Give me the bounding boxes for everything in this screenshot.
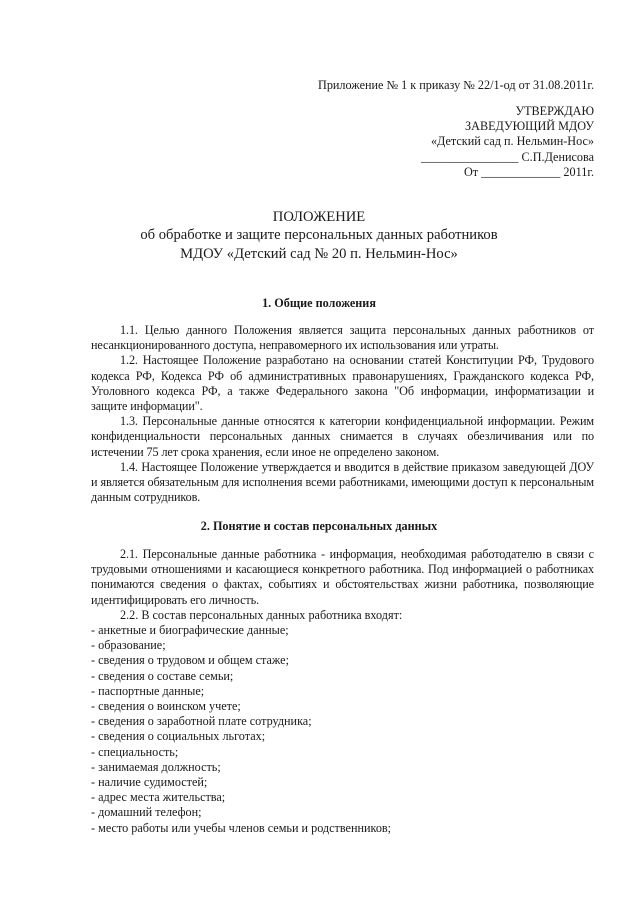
document-title [0,208,638,263]
personal-data-list [91,623,594,836]
list-item: - специальность; [91,744,179,759]
list-item: - сведения о социальных льготах; [91,729,266,744]
paragraph-1-2: 1.2. Настоящее Положение разработано на основании статей Конституции РФ, Трудового кодекса РФ, Кодекса РФ об административных правонарушениях, Гражданского кодекса РФ, Уголовного кодекса РФ, а также Федерального закона "Об информации, информатизации и защите информации". [91,353,594,414]
paragraph-1-3: 1.3. Персональные данные относятся к категории конфиденциальной информации. Режим конфиденциальности персональных данных снимается в случаях обезличивания или по истечении 75 лет срока хранения, если иное не определено законом. [91,414,594,459]
title-line-3: МДОУ «Детский сад № 20 п. Нельмин-Нос» [180,245,458,262]
list-item: - адрес места жительства; [91,790,226,805]
paragraph-2-2: 2.2. В состав персональных данных работника входят: [120,607,403,622]
list-item: - паспортные данные; [91,683,205,698]
approval-block [0,104,594,180]
list-item: - сведения о составе семьи; [91,668,234,683]
paragraph-1-1: 1.1. Целью данного Положения является защита персональных данных работников от несанкционированного доступа, неправомерного их использования или утраты. [91,323,594,353]
list-item: - сведения о заработной плате сотрудника; [91,714,312,729]
list-item: - сведения о трудовом и общем стаже; [91,653,289,668]
list-item: - анкетные и биографические данные; [91,623,289,638]
list-item: - занимаемая должность; [91,759,221,774]
paragraph-1-4: 1.4. Настоящее Положение утверждается и вводится в действие приказом заведующей ДОУ и является обязательным для исполнения всеми работниками, имеющими доступ к персональным данным сотрудников. [91,459,594,505]
title-line-1: ПОЛОЖЕНИЕ [272,209,366,225]
title-line-2: об обработке и защите персональных данных работников [140,227,498,244]
section-1-heading: 1. Общие положения [262,296,376,310]
list-item: - наличие судимостей; [91,775,208,790]
list-item: - сведения о воинском учете; [91,699,241,714]
section-2-body [91,547,594,836]
signature-line: ________________ С.П.Денисова [421,149,594,164]
section-1-body [91,323,594,505]
section-2-heading: 2. Понятие и состав персональных данных [200,519,438,533]
appendix-note: Приложение № 1 к приказу № 22/1-од от 31.08.2011г. [318,78,594,92]
list-item: - образование; [91,638,166,653]
approver-org: «Детский сад п. Нельмин-Нос» [430,134,594,149]
approver-position: ЗАВЕДУЮЩИЙ МДОУ [465,119,594,134]
approve-word: УТВЕРЖДАЮ [515,104,594,118]
paragraph-2-1: 2.1. Персональные данные работника - информация, необходимая работодателю в связи с трудовыми отношениями и касающиеся конкретного работника. Под информацией о работниках понимаются сведения о фактах, событиях и обстоятельствах жизни работника, позволяющие идентифицировать его личность. [91,547,594,607]
list-item: - место работы или учебы членов семьи и родственников; [91,820,392,835]
approval-date-line: От _____________ 2011г. [463,164,594,179]
list-item: - домашний телефон; [91,805,202,820]
